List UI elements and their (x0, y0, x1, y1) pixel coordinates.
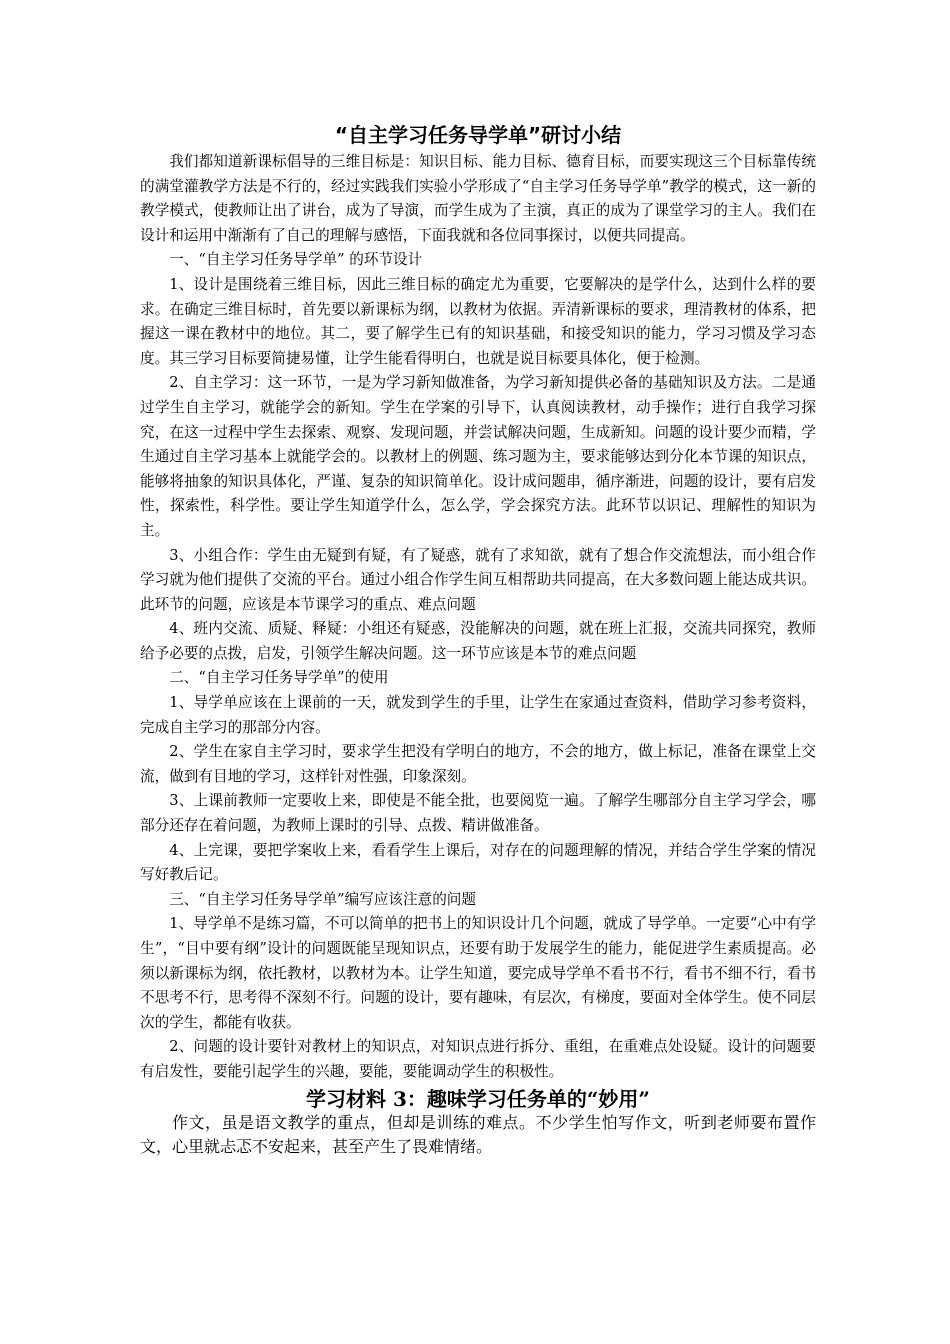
paragraph-2-4: 4、上完课，要把学案收上来，看看学生上课后，对存在的问题理解的情况，并结合学生学案的情况写好教后记。 (140, 841, 816, 884)
paragraph-3-1: 1、导学单不是练习篇，不可以简单的把书上的知识设计几个问题，就成了导学单。一定要“心中有学生”，“目中要有纲”设计的问题既能呈现知识点，还要有助于发展学生的能力，能促进学生素质提高。必须以新课标为纲，依托教材，以教材为本。让学生知道，要完成导学单不看书不行，看书不细不行，看书不思考不行，思考得不深刻不行。问题的设计，要有趣味，有层次，有梯度，要面对全体学生。使不同层次的学生，都能有收获。 (140, 915, 816, 1031)
paragraph-1-1: 1、设计是围绕着三维目标，因此三维目标的确定尤为重要，它要解决的是学什么，达到什么样的要求。在确定三维目标时，首先要以新课标为纲，以教材为依据。弄清新课标的要求，理清教材的体系，把握这一课在教材中的地位。其二，要了解学生已有的知识基础，和接受知识的能力，学习习惯及学习态度。其三学习目标要简捷易懂，让学生能看得明白，也就是说目标要具体化，便于检测。 (140, 275, 816, 367)
material-paragraph: 作文，虽是语文教学的重点，但却是训练的难点。不少学生怕写作文，听到老师要布置作文，心里就忐忑不安起来，甚至产生了畏难情绪。 (140, 1112, 816, 1156)
material-heading: 学习材料 3：趣味学习任务单的“妙用” (306, 1086, 650, 1111)
paragraph-1-2: 2、自主学习：这一环节，一是为学习新知做准备，为学习新知提供必备的基础知识及方法。二是通过学生自主学习，就能学会的新知。学生在学案的引导下，认真阅读教材，动手操作；进行自我学习探究，在这一过程中学生去探索、观察、发现问题，并尝试解决问题，生成新知。问题的设计要少而精，学生通过自主学习基本上就能学会的。以教材上的例题、练习题为主，要求能够达到分化本节课的知识点，能够将抽象的知识具体化，严谨、复杂的知识简单化。设计成问题串，循序渐进，问题的设计，要有启发性，探索性，科学性。要让学生知道学什么，怎么学，学会探究方法。此环节以识记、理解性的知识为主。 (140, 374, 816, 539)
paragraph-3-2: 2、问题的设计要针对教材上的知识点，对知识点进行拆分、重组，在重难点处设疑。设计的问题要有启发性，要能引起学生的兴趣，要能，要能调动学生的积极性。 (140, 1038, 816, 1080)
paragraph-2-3: 3、上课前教师一定要收上来，即使是不能全批，也要阅览一遍。了解学生哪部分自主学习学会，哪部分还存在着问题，为教师上课时的引导、点拨、精讲做准备。 (140, 792, 816, 835)
paragraph-intro: 我们都知道新课标倡导的三维目标是：知识目标、能力目标、德育目标，而要实现这三个目标靠传统的满堂灌教学方法是不行的，经过实践我们实验小学形成了“自主学习任务导学单”教学的模式，这一新的教学模式，使教师让出了讲台，成为了导演，而学生成为了主演，真正的成为了课堂学习的主人。我们在设计和运用中渐渐有了自己的理解与感悟，下面我就和各位同事探讨，以便共同提高。 (140, 153, 816, 244)
section-heading-3: 三、“自主学习任务导学单”编写应该注意的问题 (169, 890, 476, 908)
document-title: “自主学习任务导学单”研讨小结 (334, 123, 622, 147)
paragraph-2-2: 2、学生在家自主学习时，要求学生把没有学明白的地方，不会的地方，做上标记，准备在课堂上交流，做到有目地的学习，这样针对性强，印象深刻。 (140, 743, 816, 785)
document-body (140, 122, 816, 1159)
section-heading-1: 一、“自主学习任务导学单” 的环节设计 (169, 251, 423, 269)
paragraph-1-3: 3、小组合作：学生由无疑到有疑，有了疑惑，就有了求知欲，就有了想合作交流想法，而小组合作学习就为他们提供了交流的平台。通过小组合作学生间互相帮助共同提高，在大多数问题上能达成共识。此环节的问题，应该是本节课学习的重点、难点问题 (140, 546, 816, 613)
paragraph-2-1: 1、导学单应该在上课前的一天，就发到学生的手里，让学生在家通过查资料，借助学习参考资料，完成自主学习的那部分内容。 (140, 694, 816, 736)
paragraph-1-4: 4、班内交流、质疑、释疑：小组还有疑惑，没能解决的问题，就在班上汇报，交流共同探究，教师给予必要的点拨，启发，引领学生解决问题。这一环节应该是本节的难点问题 (140, 620, 816, 662)
section-heading-2: 二、“自主学习任务导学单”的使用 (169, 669, 389, 687)
